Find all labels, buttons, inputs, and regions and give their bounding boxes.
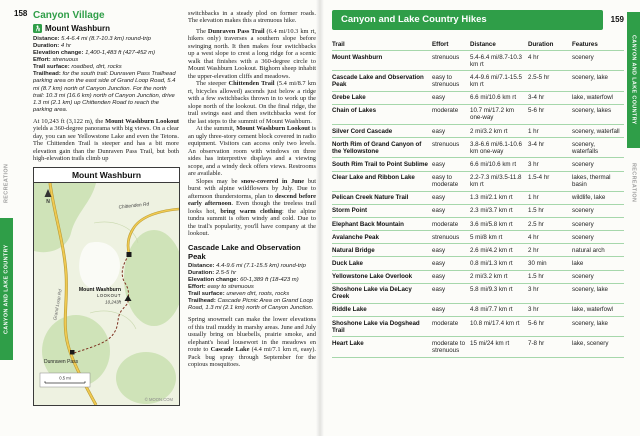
cell-features: scenery [572,220,594,228]
map-mount-washburn [33,167,180,406]
cell-effort: easy [432,246,446,254]
cell-duration: 3-4 hr [528,94,545,102]
body-paragraph: Slopes may be snow-covered in June but burst with alpine wildflowers by July. Due to afternoon thunderstorms, plan to descend before early afternoon. Even though the treeless trail looks hot, bring warm clothing: the alpine tundra summit is often windy and cold. Due to the trail's popularity, you'll have company at the lookout. [188,177,317,238]
table-row [332,244,624,257]
map-scale-label: 0.5 mi [59,375,71,381]
stat-line [188,298,316,312]
cell-duration: 1.5 hr [528,273,544,280]
cell-distance: 2.3 mi/3.7 km rt [470,207,513,215]
table-row [332,231,624,244]
page-right [320,0,640,436]
cell-effort: strenuous [432,233,460,241]
cell-features: lakes, thermal basin [572,174,611,189]
edge-chapter-tab-right: CANYON AND LAKE COUNTRY [627,12,640,148]
cell-distance: 3.6 mi/5.8 km rt [470,220,513,228]
table-row [332,337,624,357]
stat-value: 5.4-6.4 mi (8.7-10.3 km) round-trip [61,36,151,42]
table-row [332,218,624,231]
body-paragraph: At 10,243 ft (3,122 m), the Mount Washburn Lookout yields a 360-degree panorama with big views. On a clear day, you can see Yellowstone Lake and even the Tetons. The Chittenden Trail is steeper and has a bit more elevation gain than the Dunraven Pass Trail, but both high-elevation trails climb up [33,117,179,163]
edge-chapter-tab-left: CANYON AND LAKE COUNTRY [0,218,13,360]
table-row [332,105,624,125]
cell-effort: easy [432,273,446,280]
cell-features: scenery, lake [572,286,608,294]
stat-label: Effort: [33,57,51,64]
table-row [332,257,624,270]
cell-distance: 6.6 mi/10.6 km rt [470,94,517,102]
cell-duration: 1.5-4 hr [528,174,550,181]
table-row [332,172,624,192]
map-clearing [79,242,120,290]
column-header-features: Features [572,40,598,48]
cell-distance: 4.4-9.6 mi/7.1-15.5 km rt [470,73,522,88]
cell-trail: Heart Lake [332,339,364,347]
cell-duration: 1 hr [528,194,539,202]
stat-label: Trail surface: [188,290,225,297]
body-paragraph: At the summit, Mount Washburn Lookout is an ugly three-story cement block covered in radio equipment. Visitors can access only two levels. An observation room with windows on three sides has interpretive displays and a viewing scope, and a windy deck offers views. Restrooms are available. [188,125,317,178]
hike-stats [33,36,179,114]
cell-duration: 3-4 hr [528,140,545,148]
cell-effort: moderate [432,319,459,327]
stat-label: Distance: [188,262,215,269]
subsection-heading: Cascade Lake and Observation Peak [188,242,301,261]
cell-trail: Elephant Back Mountain [332,220,404,228]
stat-label: Duration: [33,43,60,50]
column-header-distance: Distance [470,40,496,48]
cell-features: scenery [572,53,594,61]
body-paragraph: Spring snowmelt can make the lower elevations of this trail muddy in marshy areas. June and July usually bring on bluebells, prairie smoke, and elephant's head lousewort in the meadows en route to Cascade Lake (4.4 mi/7.1 km rt, easy). Pack bug spray through September for the copious mosquitoes. [188,316,316,368]
cell-features: scenery [572,160,594,168]
cell-effort: easy [432,207,446,215]
page-number-right: 159 [610,15,624,24]
hike-title-row [33,24,179,33]
cell-effort: moderate [432,220,459,228]
cell-trail: Pelican Creek Nature Trail [332,194,409,202]
cell-distance: 2 mi/3.2 km rt [470,273,508,280]
cell-trail: Chain of Lakes [332,107,377,115]
cell-duration: 2.5 hr [528,220,544,228]
cell-distance: 4.8 mi/7.7 km rt [470,306,513,314]
stat-value: 4 hr [60,43,71,50]
cell-features: lake, scenery [572,339,609,347]
cell-features: scenery [572,273,594,280]
table-body [332,51,624,357]
cell-effort: easy [432,286,446,294]
cell-distance: 10.8 mi/17.4 km rt [470,319,520,327]
stat-line [33,36,179,43]
chittenden-road-label: Chittenden Rd [118,202,150,211]
stat-value: 60-1,389 ft (18-423 m) [240,276,299,283]
body-paragraph: switchbacks in a steady plod on former roads. The elevation makes this a strenuous hike. [188,10,316,25]
stat-value: strenuous [52,57,79,64]
cell-features: scenery, waterfall [572,127,620,135]
stat-value: for the south trail: Dunraven Pass Trailhead parking area on the east side of Grand Loop Road, 5.4 mi (8.7 km) north of Canyon Junction. For the north trail: 10.3 mi (16.6 km) north of Canyon Junction, drive 1.3 mi (2.1 km) up Chittenden Road to reach the parking area. [33,71,176,113]
stat-line [33,57,179,64]
cell-distance: 10.7 mi/17.2 km one-way [470,107,515,122]
dunraven-pass-label: Dunraven Pass [44,358,79,365]
cell-effort: moderate to strenuous [432,339,466,354]
cell-effort: easy [432,160,446,168]
left-page-body [33,10,316,406]
cell-duration: 7-8 hr [528,339,545,347]
cell-trail: Duck Lake [332,259,363,267]
cell-duration: 3 hr [528,306,539,314]
cell-duration: 3 hr [528,160,539,168]
cell-effort: easy [432,259,446,267]
stat-label: Duration: [188,269,215,276]
table-row [332,92,624,105]
cell-trail: Storm Point [332,207,368,215]
table-row [332,284,624,304]
cell-effort: strenuous [432,140,460,148]
body-paragraph: The steeper Chittenden Trail (5.4 mi/8.7 km rt, bicycles allowed) ascends just below a ridge with a few switchbacks thrown in to work up the slope north of the lookout. On the final ridge, the trail swings east and then switchbacks west for the last steps to the summit of Mount Washburn. [188,80,317,125]
stat-line [188,270,316,277]
cell-distance: 3.8-6.6 mi/6.1-10.6 km one-way [470,140,522,155]
stat-label: Elevation change: [33,50,84,57]
cell-distance: 5.8 mi/9.3 km rt [470,286,513,294]
stat-label: Elevation change: [188,276,239,283]
table-row [332,192,624,205]
stat-line [33,64,179,71]
cell-duration: 30 min [528,259,547,267]
cell-effort: easy [432,194,446,202]
cell-features: scenery, lakes [572,107,612,115]
left-column [33,10,179,406]
cell-effort: easy [432,127,446,135]
cell-features: scenery, lake [572,73,608,81]
stat-label: Distance: [33,36,60,42]
cell-effort: easy to moderate [432,174,459,189]
stat-line [188,284,316,291]
map-credit: © MOON.COM [144,396,173,402]
cell-distance: 15 mi/24 km rt [470,339,510,347]
cell-features: lake, waterfowl [572,94,613,102]
cell-distance: 6.6 mi/10.6 km rt [470,160,517,168]
stat-value: 4.4-9.6 mi (7.1-15.5 km) round-trip [216,262,306,269]
cell-effort: easy [432,306,446,314]
cell-trail: Grebe Lake [332,94,366,102]
cell-features: scenery [572,233,594,241]
peak-name-label: Mount Washburn [78,286,121,293]
stat-line [33,43,179,50]
stat-line [33,71,179,113]
table-header-row [332,38,624,51]
cell-trail: Shoshone Lake via Dogshead Trail [332,319,420,334]
stat-line [188,277,316,284]
table-row [332,158,624,171]
cell-duration: 4 hr [528,53,539,61]
cell-trail: South Rim Trail to Point Sublime [332,160,428,168]
grand-loop-road-label: Grand Loop Rd [52,288,63,321]
cell-distance: 2.2-7.3 mi/3.5-11.8 km rt [470,174,522,189]
stat-label: Trail surface: [33,64,70,71]
north-arrow-label: N [46,198,50,205]
cell-duration: 3 hr [528,286,539,294]
cell-duration: 5-6 hr [528,107,545,115]
cell-trail: Silver Cord Cascade [332,127,393,135]
table-row [332,138,624,158]
table-row [332,271,624,284]
cell-duration: 2.5-5 hr [528,73,550,81]
subsection-stats [188,263,316,313]
cell-features: scenery, waterfalls [572,140,599,155]
stat-label: Trailhead: [188,297,216,304]
stat-line [188,291,316,298]
hiker-icon [33,24,42,33]
hikes-table [332,38,624,358]
stat-value: Cascade Picnic Area on Grand Loop Road, 1.3 mi (2.1 km) north of Canyon Junction. [188,297,314,311]
cell-features: scenery, lake [572,319,608,327]
cell-features: natural arch [572,246,605,254]
column-header-effort: Effort [432,40,449,48]
cell-trail: North Rim of Grand Canyon of the Yellowstone [332,140,422,155]
cell-features: scenery [572,207,594,215]
stat-value: 2.5-5 hr [215,269,237,276]
cell-effort: easy to strenuous [432,73,460,88]
body-paragraph: The Dunraven Pass Trail (6.4 mi/10.3 km rt, hikers only) traverses a southern slope before swinging north. It then makes four switchbacks up a west slope to crest a long ridge for a scenic walk that finishes with a 360-degree circle to Mount Washburn Lookout. Bighorn sheep inhabit the upper-elevation cliffs and meadows. [188,27,316,80]
column-header-duration: Duration [528,40,554,48]
hikes-header-band [332,10,603,30]
stat-line [188,263,316,270]
edge-section-label-left: RECREATION [3,163,10,203]
hikes-table-title: Canyon and Lake Country Hikes [341,14,487,25]
edge-section-label-right: RECREATION [630,163,637,203]
page-number-left: 158 [14,9,28,18]
cell-trail: Riddle Lake [332,306,367,314]
stat-value: 1,400-1,483 ft (427-452 m) [85,50,156,57]
peak-lookout-label: LOOKOUT [97,292,121,298]
section-heading: Canyon Village [33,10,105,21]
stat-value: easy to strenuous [207,283,254,290]
table-row [332,71,624,91]
stat-value: roadbed, dirt, rocks [71,64,122,71]
right-column [188,10,316,406]
cell-trail: Natural Bridge [332,246,375,254]
right-page-header [320,0,640,30]
cell-features: lake, waterfowl [572,306,613,314]
cell-duration: 1 hr [528,127,539,135]
table-row [332,125,624,138]
table-row [332,51,624,71]
table-row [332,317,624,337]
north-trailhead-marker [127,252,132,257]
cell-distance: 5.4-6.4 mi/8.7-10.3 km rt [470,53,522,68]
dunraven-trailhead-marker [70,350,75,355]
cell-trail: Shoshone Lake via DeLacy Creek [332,286,412,301]
cell-trail: Yellowstone Lake Overlook [332,273,413,280]
cell-trail: Cascade Lake and Observation Peak [332,73,424,88]
stat-line [33,50,179,57]
stat-value: uneven dirt, roots, rocks [226,290,290,297]
cell-distance: 1.3 mi/2.1 km rt [470,194,513,202]
cell-trail: Mount Washburn [332,53,383,61]
cell-distance: 2.6 mi/4.2 km rt [470,246,513,254]
column-header-trail: Trail [332,40,345,48]
cell-features: wildlife, lake [572,194,606,202]
peak-elevation-label: 10,243ft [105,299,121,305]
cell-effort: moderate [432,107,459,115]
table-row [332,304,624,317]
cell-duration: 1.5 hr [528,207,544,215]
cell-effort: easy [432,94,446,102]
cell-trail: Avalanche Peak [332,233,379,241]
hike-title: Mount Washburn [45,24,111,33]
stat-label: Trailhead: [33,71,61,78]
cell-duration: 2 hr [528,246,539,254]
cell-distance: 2 mi/3.2 km rt [470,127,508,135]
map-title: Mount Washburn [34,168,179,183]
cell-duration: 5-6 hr [528,319,545,327]
cell-distance: 0.8 mi/1.3 km rt [470,259,513,267]
stat-label: Effort: [188,283,206,290]
cell-effort: strenuous [432,53,460,61]
map-canvas [34,183,179,405]
table-row [332,205,624,218]
cell-distance: 5 mi/8 km rt [470,233,503,241]
cell-trail: Clear Lake and Ribbon Lake [332,174,415,181]
cell-features: lake [572,259,584,267]
cell-duration: 4 hr [528,233,539,241]
